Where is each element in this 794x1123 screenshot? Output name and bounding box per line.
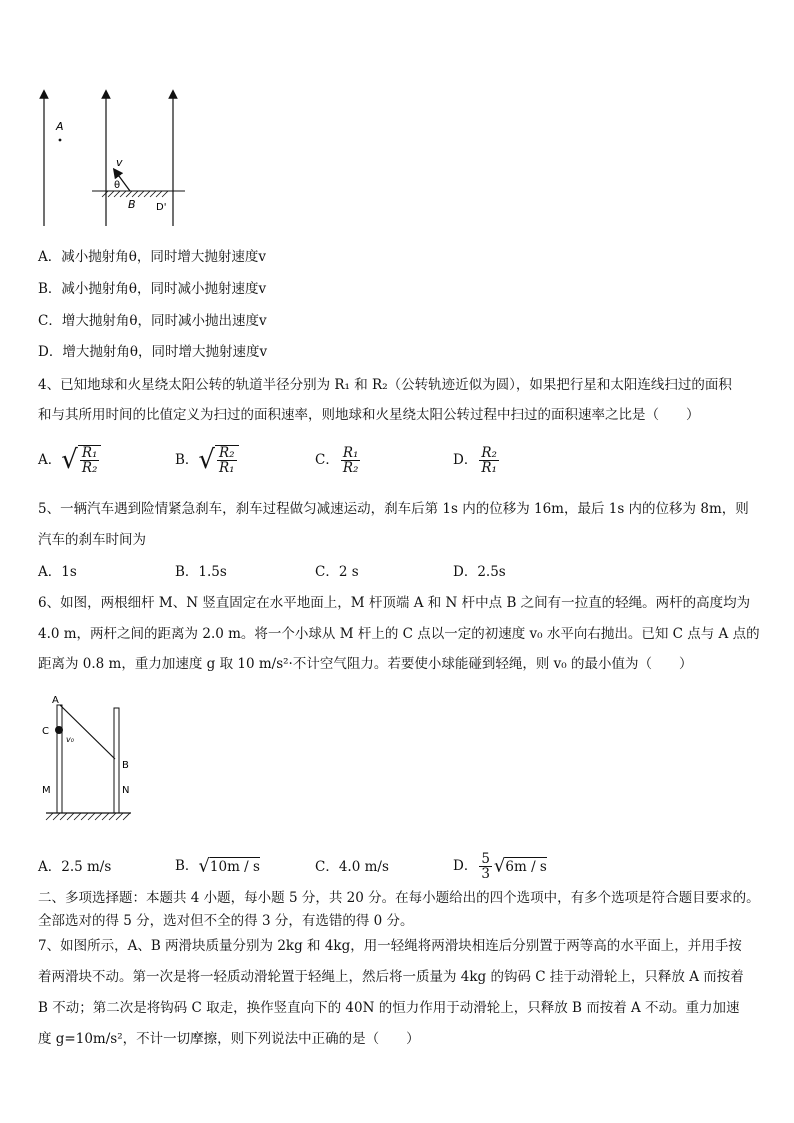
q7-stem-line-2: 着两滑块不动。第一次是将一轻质动滑轮置于轻绳上，然后将一质量为 4kg 的钩码 C 挂于动滑轮上，只释放 A 而按着: [38, 969, 744, 985]
v0-label: v₀: [66, 735, 74, 744]
q3-option-c[interactable]: C．增大抛射角θ，同时减小抛出速度v: [38, 313, 267, 329]
numerator: 5: [481, 850, 490, 867]
point-a-dot: [59, 139, 62, 142]
q4-option-b-label: B．: [175, 452, 199, 468]
numerator: R₁: [342, 444, 359, 461]
point-d-label: D': [156, 202, 167, 213]
q5-option-a[interactable]: A．1s: [38, 564, 77, 580]
numerator: R₂: [481, 444, 497, 461]
ground-hatch: [46, 813, 130, 820]
section-2-heading-line-2: 全部选对的得 5 分，选对但不全的得 3 分，有选错的得 0 分。: [38, 913, 414, 929]
figure-q6: [36, 692, 146, 832]
q4-option-a-label: A．: [38, 452, 62, 468]
q5-option-c[interactable]: C．2 s: [315, 564, 359, 580]
q4-stem-line-2: 和与其所用时间的比值定义为扫过的面积速率，则地球和火星绕太阳公转过程中扫过的面积速率之比是（ ）: [38, 407, 700, 423]
point-a-label: A: [52, 695, 59, 706]
q6-stem-line-1: 6、如图，两根细杆 M、N 竖直固定在水平地面上，M 杆顶端 A 和 N 杆中点 B 之间有一拉直的轻绳。两杆的高度均为: [38, 595, 751, 611]
q6-option-b-label: B．: [175, 858, 199, 874]
q6-option-b[interactable]: [175, 850, 260, 882]
section-2-heading-line-1: 二、多项选择题：本题共 4 小题，每小题 5 分，共 20 分。在每小题给出的四个选项中，有多个选项是符合题目要求的。: [38, 890, 760, 906]
pole-m-label: M: [42, 785, 51, 796]
point-a-label: A: [56, 120, 64, 133]
q6-option-a[interactable]: A．2.5 m/s: [38, 859, 112, 875]
figure-q3: [30, 80, 200, 230]
q6-option-d-label: D．: [453, 858, 478, 874]
q5-option-b[interactable]: B．1.5s: [175, 564, 227, 580]
velocity-label: v: [116, 156, 123, 169]
q7-stem-line-1: 7、如图所示，A、B 两滑块质量分别为 2kg 和 4kg，用一轻绳将两滑块相连后分别置于两等高的水平面上，并用手按: [38, 938, 742, 954]
q5-option-d[interactable]: D．2.5s: [453, 564, 506, 580]
q4-option-d[interactable]: [453, 438, 501, 482]
denominator: 3: [481, 865, 490, 882]
sqrt-symbol: √: [198, 855, 210, 877]
q6-option-d-value: 6m / s: [505, 858, 547, 875]
q6-stem-line-2: 4.0 m，两杆之间的距离为 2.0 m。将一个小球从 M 杆上的 C 点以一定的初速度 v₀ 水平向右抛出。已知 C 点与 A 点的: [38, 626, 760, 642]
q4-option-d-label: D．: [453, 452, 478, 468]
denominator: R₁: [219, 460, 235, 476]
q3-option-b[interactable]: B．减小抛射角θ，同时减小抛射速度v: [38, 281, 267, 297]
q7-stem-line-3: B 不动；第二次是将钩码 C 取走，换作竖直向下的 40N 的恒力作用于动滑轮上，只释放 B 而按着 A 不动。重力加速: [38, 1000, 740, 1016]
q6-option-b-value: 10m / s: [209, 858, 260, 875]
denominator: R₂: [342, 459, 359, 476]
q6-option-d[interactable]: [453, 846, 547, 886]
q4-option-a[interactable]: [38, 438, 101, 482]
pole-n: [114, 708, 119, 813]
numerator: R₁: [81, 445, 98, 461]
q5-stem-line-2: 汽车的刹车时间为: [38, 532, 146, 548]
q6-stem-line-3: 距离为 0.8 m，重力加速度 g 取 10 m/s²·不计空气阻力。若要使小球能碰到轻绳，则 v₀ 的最小值为（ ）: [38, 656, 693, 672]
q7-stem-line-4: 度 g=10m/s²，不计一切摩擦，则下列说法中正确的是（ ）: [38, 1031, 420, 1047]
point-b-label: B: [122, 760, 129, 771]
rope: [60, 705, 115, 759]
sqrt-symbol: √: [493, 855, 506, 877]
q4-option-b[interactable]: [175, 438, 239, 482]
denominator: R₁: [481, 459, 497, 476]
theta-label: θ: [114, 180, 121, 191]
q5-stem-line-1: 5、一辆汽车遇到险情紧急刹车，刹车过程做匀减速运动，刹车后第 1s 内的位移为 16m，最后 1s 内的位移为 8m，则: [38, 501, 749, 517]
q3-option-d[interactable]: D．增大抛射角θ，同时增大抛射速度v: [38, 344, 268, 360]
denominator: R₂: [81, 460, 98, 476]
pole-n-label: N: [122, 785, 130, 796]
q6-option-c[interactable]: C．4.0 m/s: [315, 859, 389, 875]
sqrt-symbol: √ $\frac{\text{R₁}}{\text{R₂}}$: [61, 445, 101, 475]
ball-c: [55, 726, 63, 734]
numerator: R₂: [219, 445, 235, 461]
pole-m: [57, 705, 62, 813]
q4-option-c-label: C．: [315, 452, 339, 468]
q3-option-a[interactable]: A．减小抛射角θ，同时增大抛射速度v: [38, 249, 267, 265]
q4-option-c[interactable]: [315, 438, 362, 482]
point-c-label: C: [42, 726, 49, 737]
q4-stem-line-1: 4、已知地球和火星绕太阳公转的轨道半径分别为 R₁ 和 R₂（公转轨迹近似为圆），如果把行星和太阳连线扫过的面积: [38, 377, 732, 393]
point-b-label: B: [128, 198, 136, 211]
ground-hatch: [102, 191, 168, 197]
sqrt-symbol: √ $\frac{\text{R₂}}{\text{R₁}}$: [198, 445, 238, 475]
